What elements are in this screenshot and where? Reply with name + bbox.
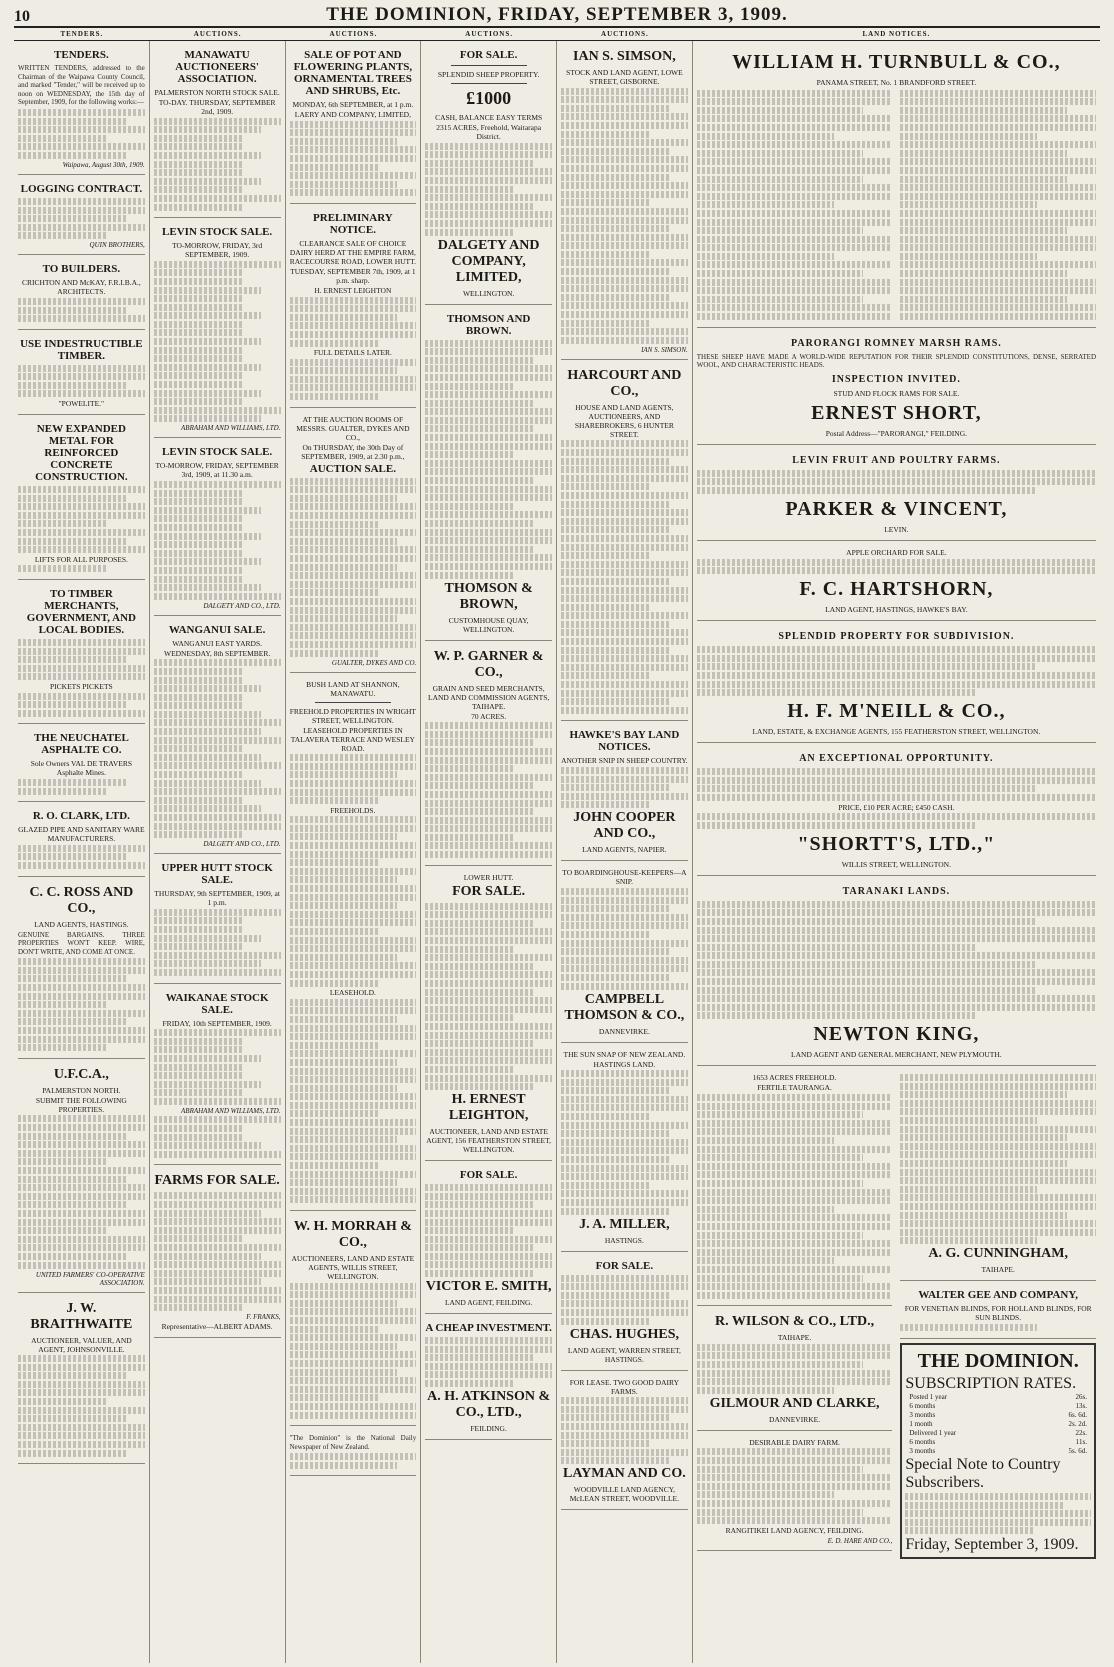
ad-heading: HARCOURT AND CO., [567,367,682,399]
column-tenders [14,41,150,1663]
ad-subheading: Sole Owners VAL DE TRAVERS Asphalte Mines. [30,759,132,778]
ad-subheading: SUBSCRIPTION RATES. [905,1374,1077,1392]
ad-subheading: WELLINGTON. [462,288,515,298]
ad-simson [561,44,688,360]
ad-signature: QUIN BROTHERS, [89,241,145,250]
ad-heading: UPPER HUTT STOCK SALE. [161,862,273,887]
ad-levin-2 [154,441,281,615]
ad-subheading: PICKETS PICKETS [50,681,113,691]
ad-levin-fruit [697,448,1096,541]
ad-subheading: PALMERSTON NORTH. [42,1085,121,1095]
ad-heading: IAN S. SIMSON, [573,49,676,64]
ad-subheading: LEASEHOLD. [329,988,376,998]
ad-subheading: 2315 ACRES, Freehold, Waitarapa District. [436,123,542,141]
ad-asphalt [18,727,145,802]
price: £1000 [466,88,512,108]
ad-waikanae [154,987,281,1166]
ad-subheading: CUSTOMHOUSE QUAY, WELLINGTON. [448,615,529,634]
ad-logging [18,178,145,255]
page-number: 10 [14,8,30,25]
ad-cunningham [900,1069,1096,1281]
ad-heading: NEW EXPANDED METAL FOR REINFORCED CONCRETE CONSTRUCTION. [35,423,128,484]
ad-signature: ABRAHAM AND WILLIAMS, LTD. [181,1106,281,1115]
ad-plants [290,44,417,204]
ad-builders [18,258,145,329]
ad-heading: CAMPBELL THOMSON & CO., [564,991,685,1023]
ad-heading: THOMSON AND BROWN. [446,312,531,337]
ad-subheading: WILLIS STREET, WELLINGTON. [841,859,951,869]
ad-subheading: FREEHOLDS. [330,805,376,815]
ad-heading: FOR SALE. [595,1259,654,1272]
ad-farms [154,1168,281,1338]
ad-subheading: SPLENDID SHEEP PROPERTY. [437,70,540,79]
ad-subheading: FOR LEASE. TWO GOOD DAIRY FARMS. [569,1377,679,1396]
column-auctions-1 [150,41,286,1663]
ad-subheading: LAND AGENTS, HASTINGS. [34,919,129,929]
ad-heading: TO BUILDERS. [42,263,121,276]
ad-timber [18,333,145,415]
ad-hughes [561,1255,688,1371]
ad-walter-gee [900,1284,1096,1338]
ad-heading: A. G. CUNNINGHAM, [928,1246,1068,1262]
ad-heading: FOR SALE. [459,49,518,61]
ad-subheading: TO-MORROW, FRIDAY, 3rd SEPTEMBER, 1909. [172,241,263,260]
ad-smith [425,1164,552,1314]
ad-signature: GUALTER, DYKES AND CO. [331,658,417,667]
ad-subheading: MONDAY, 6th SEPTEMBER, at 1 p.m. [292,100,414,109]
ad-subheading: AT THE AUCTION ROOMS OF MESSRS. GUALTER, DYKES AND CO., [296,414,410,442]
ad-subheading: THURSDAY, 9th SEPTEMBER, 1909, at 1 p.m. [154,889,280,908]
ad-subheading: INSPECTION INVITED. [831,373,961,385]
column-auctions-2 [286,41,422,1663]
ad-subheading: TAIHAPE. [981,1265,1015,1275]
ad-ufca [18,1062,145,1293]
ad-heading: W. H. MORRAH & CO., [293,1219,412,1250]
ad-garner [425,644,552,866]
footer-date: Friday, September 3, 1909. [905,1536,1079,1554]
ad-subheading: CRICHTON AND McKAY, F.R.I.B.A., ARCHITECTS. [21,278,141,297]
ad-heading: MANAWATU AUCTIONEERS' ASSOCIATION. [175,49,259,85]
ad-upper-hutt [154,857,281,983]
ad-tauranga [697,1069,893,1306]
page-title: THE DOMINION, FRIDAY, SEPTEMBER 3, 1909. [326,4,788,25]
ad-heading: AUCTION SALE. [309,462,396,475]
ad-heading: J. W. BRAITHWAITE [30,1300,133,1332]
ad-heading: DALGETY AND COMPANY, LIMITED, [437,237,540,285]
ad-layman [561,1374,688,1511]
ad-heading: LEVIN STOCK SALE. [162,226,273,239]
ad-heading: LOGGING CONTRACT. [20,182,143,195]
ad-subheading: CASH, BALANCE EASY TERMS [435,113,543,122]
ad-heading: FOR SALE. [452,883,526,899]
ad-heading: LEVIN STOCK SALE. [162,446,273,459]
ad-splendid-sheep [425,44,552,305]
section-auctions-2: AUCTIONS. [329,30,378,38]
ad-turnbull [697,44,1096,328]
section-land-notices: LAND NOTICES. [862,30,931,38]
ad-subheading: TO-MORROW, FRIDAY, SEPTEMBER 3rd, 1909, at 11.30 a.m. [155,461,279,480]
ad-signature: F. FRANKS, [246,1313,281,1322]
ad-heading: H. ERNEST LEIGHTON, [448,1092,529,1124]
ad-braithwaite [18,1296,145,1465]
rate-row: 3 months 6s. 6d. [909,1410,1087,1419]
ad-subheading: "POWELITE." [58,399,105,409]
rate-row: 1 month 2s. 2d. [909,1419,1087,1428]
ad-subheading: FULL DETAILS LATER. [313,348,392,358]
ad-subheading: LEVIN. [884,525,909,534]
ad-heading: HAWKE'S BAY LAND NOTICES. [569,729,680,754]
ad-subheading: LAND AGENTS, NAPIER. [582,845,667,855]
ad-subheading: LOWER HUTT. [463,872,514,882]
ad-signature: ABRAHAM AND WILLIAMS, LTD. [181,424,281,433]
ad-heading: WILLIAM H. TURNBULL & CO., [732,51,1061,73]
ad-signature: IAN S. SIMSON. [641,345,688,354]
ad-subheading: On THURSDAY, the 30th Day of SEPTEMBER, 1909, at 2.30 p.m., [301,442,405,461]
ad-heading: VICTOR E. SMITH, [425,1279,552,1295]
ad-mneill [697,624,1096,743]
ad-dominion-note [290,1429,417,1476]
ad-hastings [561,1046,688,1252]
ad-subheading: FRIDAY, 10th SEPTEMBER, 1909. [162,1018,272,1028]
ad-metal [18,418,145,580]
ad-heading: R. WILSON & CO., LTD., [715,1314,875,1330]
ad-subheading: THE SUN SNAP OF NEW ZEALAND. [563,1049,686,1059]
ad-subheading: RANGITIKEI LAND AGENCY, FEILDING. [725,1525,864,1535]
ad-subheading: AUCTIONEERS, LAND AND ESTATE AGENTS, WILLIS STREET, WELLINGTON. [291,1254,415,1281]
ad-subheading: PALMERSTON NORTH STOCK SALE. [154,88,280,97]
ad-boarding [561,864,688,1042]
ad-subheading: GLAZED PIPE AND SANITARY WARE MANUFACTURERS. [18,825,145,844]
ad-text: WRITTEN TENDERS, addressed to the Chairman of the Waipawa County Council, and marked "Tender," will be received up to noon on WEDNESDAY, the 15th day of September, 1909, for the following works:— [18,64,145,107]
ad-wanganui [154,619,281,854]
ad-heading: WALTER GEE AND COMPANY, [918,1289,1079,1302]
ad-subheading: FEILDING. [470,1424,507,1434]
ad-heading: THE DOMINION. [917,1349,1079,1372]
ad-subheading: FREEHOLD PROPERTIES IN WRIGHT STREET, WELLINGTON. [289,706,417,725]
ad-signature: DALGETY AND CO., LTD. [203,601,281,610]
ad-heading: FOR SALE. [459,1169,518,1182]
ad-thomson [425,308,552,641]
ad-subheading: APPLE ORCHARD FOR SALE. [846,548,947,557]
ad-signature: UNITED FARMERS' CO-OPERATIVE ASSOCIATION. [35,1270,145,1287]
ad-subheading: LAND AGENT, HASTINGS, HAWKE'S BAY. [825,605,968,615]
ad-heading: USE INDESTRUCTIBLE TIMBER. [20,337,143,362]
ad-subheading: TAIHAPE. [777,1333,812,1343]
ad-subheading: LAERY AND COMPANY, LIMITED, [294,110,411,119]
ad-subheading: WANGANUI EAST YARDS. [172,638,263,648]
ad-subheading: 1653 ACRES FREEHOLD. [752,1073,837,1083]
ad-harcourt [561,363,688,722]
ad-subheading: WEDNESDAY, 8th SEPTEMBER. [163,648,271,658]
ad-subheading: CLEARANCE SALE OF CHOICE DAIRY HERD AT THE EMPIRE FARM, RACECOURSE ROAD, LOWER HUTT. [289,238,417,266]
subscription-rates [900,1343,1096,1560]
ad-subheading: HASTINGS. [604,1235,644,1245]
ad-heading: FARMS FOR SALE. [154,1173,280,1189]
ad-subheading: TO BOARDINGHOUSE-KEEPERS—A SNIP. [562,868,687,887]
ad-subheading: TO-DAY. THURSDAY, SEPTEMBER 2nd, 1909. [158,98,276,116]
ad-heading: W. P. GARNER & CO., [433,648,544,680]
ad-text: GENUINE BARGAINS. THREE PROPERTIES WON'T KEEP. WIRE, DON'T WRITE, AND COME AT ONCE. [18,930,145,956]
ad-heading: TARANAKI LANDS. [842,885,951,897]
ad-subheading: BUSH LAND AT SHANNON, MANAWATU. [306,679,400,698]
ad-subheading: DANNEVIRKE. [769,1414,821,1424]
column-auctions-3 [421,41,557,1663]
ad-hartshorn [697,544,1096,621]
ad-subheading: H. ERNEST LEIGHTON [314,285,392,295]
ad-heading: PARKER & VINCENT, [785,498,1008,520]
ad-subheading: FOR VENETIAN BLINDS, FOR HOLLAND BLINDS, FOR SUN BLINDS. [904,1304,1092,1323]
ad-heading: SPLENDID PROPERTY FOR SUBDIVISION. [778,631,1015,643]
ad-ross [18,880,145,1059]
ad-subheading: WOODVILLE LAND AGENCY, McLEAN STREET, WOODVILLE. [569,1485,680,1504]
ad-subheading: LEASEHOLD PROPERTIES IN TALAVERA TERRACE AND WESLEY ROAD. [290,725,415,753]
section-auctions-1: AUCTIONS. [193,30,242,38]
ad-heading: THOMSON & BROWN, [444,580,533,612]
ad-subheading: LAND, ESTATE, & EXCHANGE AGENTS, 155 FEATHERSTON STREET, WELLINGTON. [752,727,1041,737]
ad-heading: LEVIN FRUIT AND POULTRY FARMS. [792,454,1001,466]
ad-subheading: STUD AND FLOCK RAMS FOR SALE. [833,388,960,398]
ad-subheading: Postal Address—"PARORANGI," FEILDING. [825,428,968,438]
ad-heading: F. C. HARTSHORN, [799,578,994,601]
ad-heading: A. H. ATKINSON & CO., LTD., [427,1389,551,1421]
ad-heading: J. A. MILLER, [579,1216,670,1232]
ad-heading: JOHN COOPER AND CO., [573,810,676,842]
ad-subheading: TUESDAY, SEPTEMBER 7th, 1909, at 1 p.m. sharp. [290,266,416,285]
ad-subheading: GRAIN AND SEED MERCHANTS, LAND AND COMMISSION AGENTS, TAIHAPE. [427,683,550,711]
ad-heading: TO TIMBER MERCHANTS, GOVERNMENT, AND LOCAL BODIES. [26,588,136,636]
ad-subheading: 70 ACRES. [471,711,507,721]
ad-tenders [18,44,145,175]
ad-heading: R. O. CLARK, LTD. [32,810,130,823]
ad-signature: Waipawa, August 30th, 1909. [62,160,145,169]
columns [14,41,1100,1663]
ad-wilson [697,1309,893,1431]
section-auctions-3: AUCTIONS. [465,30,513,38]
ad-taranaki [697,879,1096,1067]
section-headers [14,28,1100,41]
ad-timber-merchants [18,583,145,724]
ad-subheading: LAND AGENT AND GENERAL MERCHANT, NEW PLYMOUTH. [791,1050,1002,1060]
ad-subheading: LAND AGENT, FEILDING. [444,1298,533,1308]
ad-subheading: LIFTS FOR ALL PURPOSES. [34,554,128,564]
ad-exceptional [697,746,1096,876]
section-auctions-4: AUCTIONS. [601,30,649,38]
ad-heading: SALE OF POT AND FLOWERING PLANTS, ORNAMENTAL TREES AND SHRUBS, Etc. [293,49,413,97]
ad-text: "The Dominion" is the National Daily Newspaper of New Zealand. [289,1434,417,1451]
ad-morrah [290,1214,417,1426]
ad-subheading: ANOTHER SNIP IN SHEEP COUNTRY. [561,756,688,766]
ad-subheading: FERTILE TAURANGA. [757,1083,832,1093]
ad-subheading: AUCTIONEER, VALUER, AND AGENT, JOHNSONVILLE. [31,1335,132,1354]
ad-subheading: STOCK AND LAND AGENT, LOWE STREET, GISBORNE. [566,68,683,86]
rate-row: 6 months 13s. [909,1401,1087,1410]
ad-heading: WANGANUI SALE. [168,623,266,636]
ad-subheading: HOUSE AND LAND AGENTS, AUCTIONEERS, AND SHAREBROKERS, 6 HUNTER STREET. [574,402,674,439]
ad-subheading: DANNEVIRKE. [598,1026,650,1036]
ad-subheading: SUBMIT THE FOLLOWING PROPERTIES. [35,1095,127,1114]
rate-row: 3 months 5s. 6d. [909,1446,1087,1455]
ad-heading: C. C. ROSS AND CO., [29,884,134,916]
ad-lower-hutt [425,869,552,1161]
rate-row: 6 months 11s. [909,1437,1087,1446]
ad-text: THESE SHEEP HAVE MADE A WORLD-WIDE REPUTATION FOR THEIR SPLENDID CONSTITUTIONS, DENSE, SERRATED WOOL, AND CHARACTERISTIC HEADS. [696,352,1096,370]
section-tenders: TENDERS. [60,30,104,38]
ad-heading: PRELIMINARY NOTICE. [313,211,393,236]
column-land-notices [693,41,1100,1663]
ad-bush [290,676,417,1211]
ad-heading: "SHORTT'S, LTD.," [797,832,996,855]
ad-heading: WAIKANAE STOCK SALE. [165,991,269,1016]
ad-heading: PARORANGI ROMNEY MARSH RAMS. [790,337,1002,349]
ad-heading: NEWTON KING, [813,1023,980,1046]
rate-row: Posted 1 year 26s. [909,1392,1087,1401]
ad-heading: CHAS. HUGHES, [569,1326,680,1342]
ad-subheading: AUCTIONEER, LAND AND ESTATE AGENT, 156 FEATHERSTON STREET, WELLINGTON. [426,1127,552,1155]
ad-levin-1 [154,221,281,438]
ad-heading: GILMOUR AND CLARKE, [709,1395,880,1411]
column-auctions-4 [557,41,693,1663]
ad-clark [18,805,145,876]
ad-subheading: PANAMA STREET, No. 1 BRANDFORD STREET. [816,78,977,87]
ad-subheading: DESIRABLE DAIRY FARM. [749,1437,840,1447]
ad-heading: THE NEUCHATEL ASPHALTE CO. [33,732,129,757]
ad-subheading: Representative—ALBERT ADAMS. [161,1322,273,1332]
ad-heading: A CHEAP INVESTMENT. [425,1322,552,1335]
ad-auction-rooms [290,411,417,673]
ad-hawkes-bay [561,724,688,861]
ad-heading: U.F.C.A., [53,1066,109,1082]
ad-subheading: PRICE, £10 PER ACRE; £450 CASH. [838,802,955,812]
ad-heading: LAYMAN AND CO. [562,1466,686,1482]
ad-subheading: Special Note to Country Subscribers. [905,1455,1061,1491]
ad-preliminary [290,207,417,408]
masthead [14,0,1100,28]
ad-heading: AN EXCEPTIONAL OPPORTUNITY. [799,753,994,765]
ad-subheading: LAND AGENT, WARREN STREET, HASTINGS. [567,1345,681,1364]
ad-dairy [697,1434,893,1551]
ad-heading: TENDERS. [54,49,109,61]
ad-signature: E. D. HARE AND CO., [827,1536,893,1545]
ad-atkinson [425,1317,552,1440]
ad-parorangi [697,331,1096,445]
ad-subheading: HASTINGS LAND. [593,1059,656,1069]
rate-row: Delivered 1 year 22s. [909,1428,1087,1437]
ad-heading: H. F. M'NEILL & CO., [787,700,1006,723]
ad-signature: DALGETY AND CO., LTD. [203,840,281,849]
ad-manawatu [154,44,281,218]
ad-heading: ERNEST SHORT, [811,401,982,424]
